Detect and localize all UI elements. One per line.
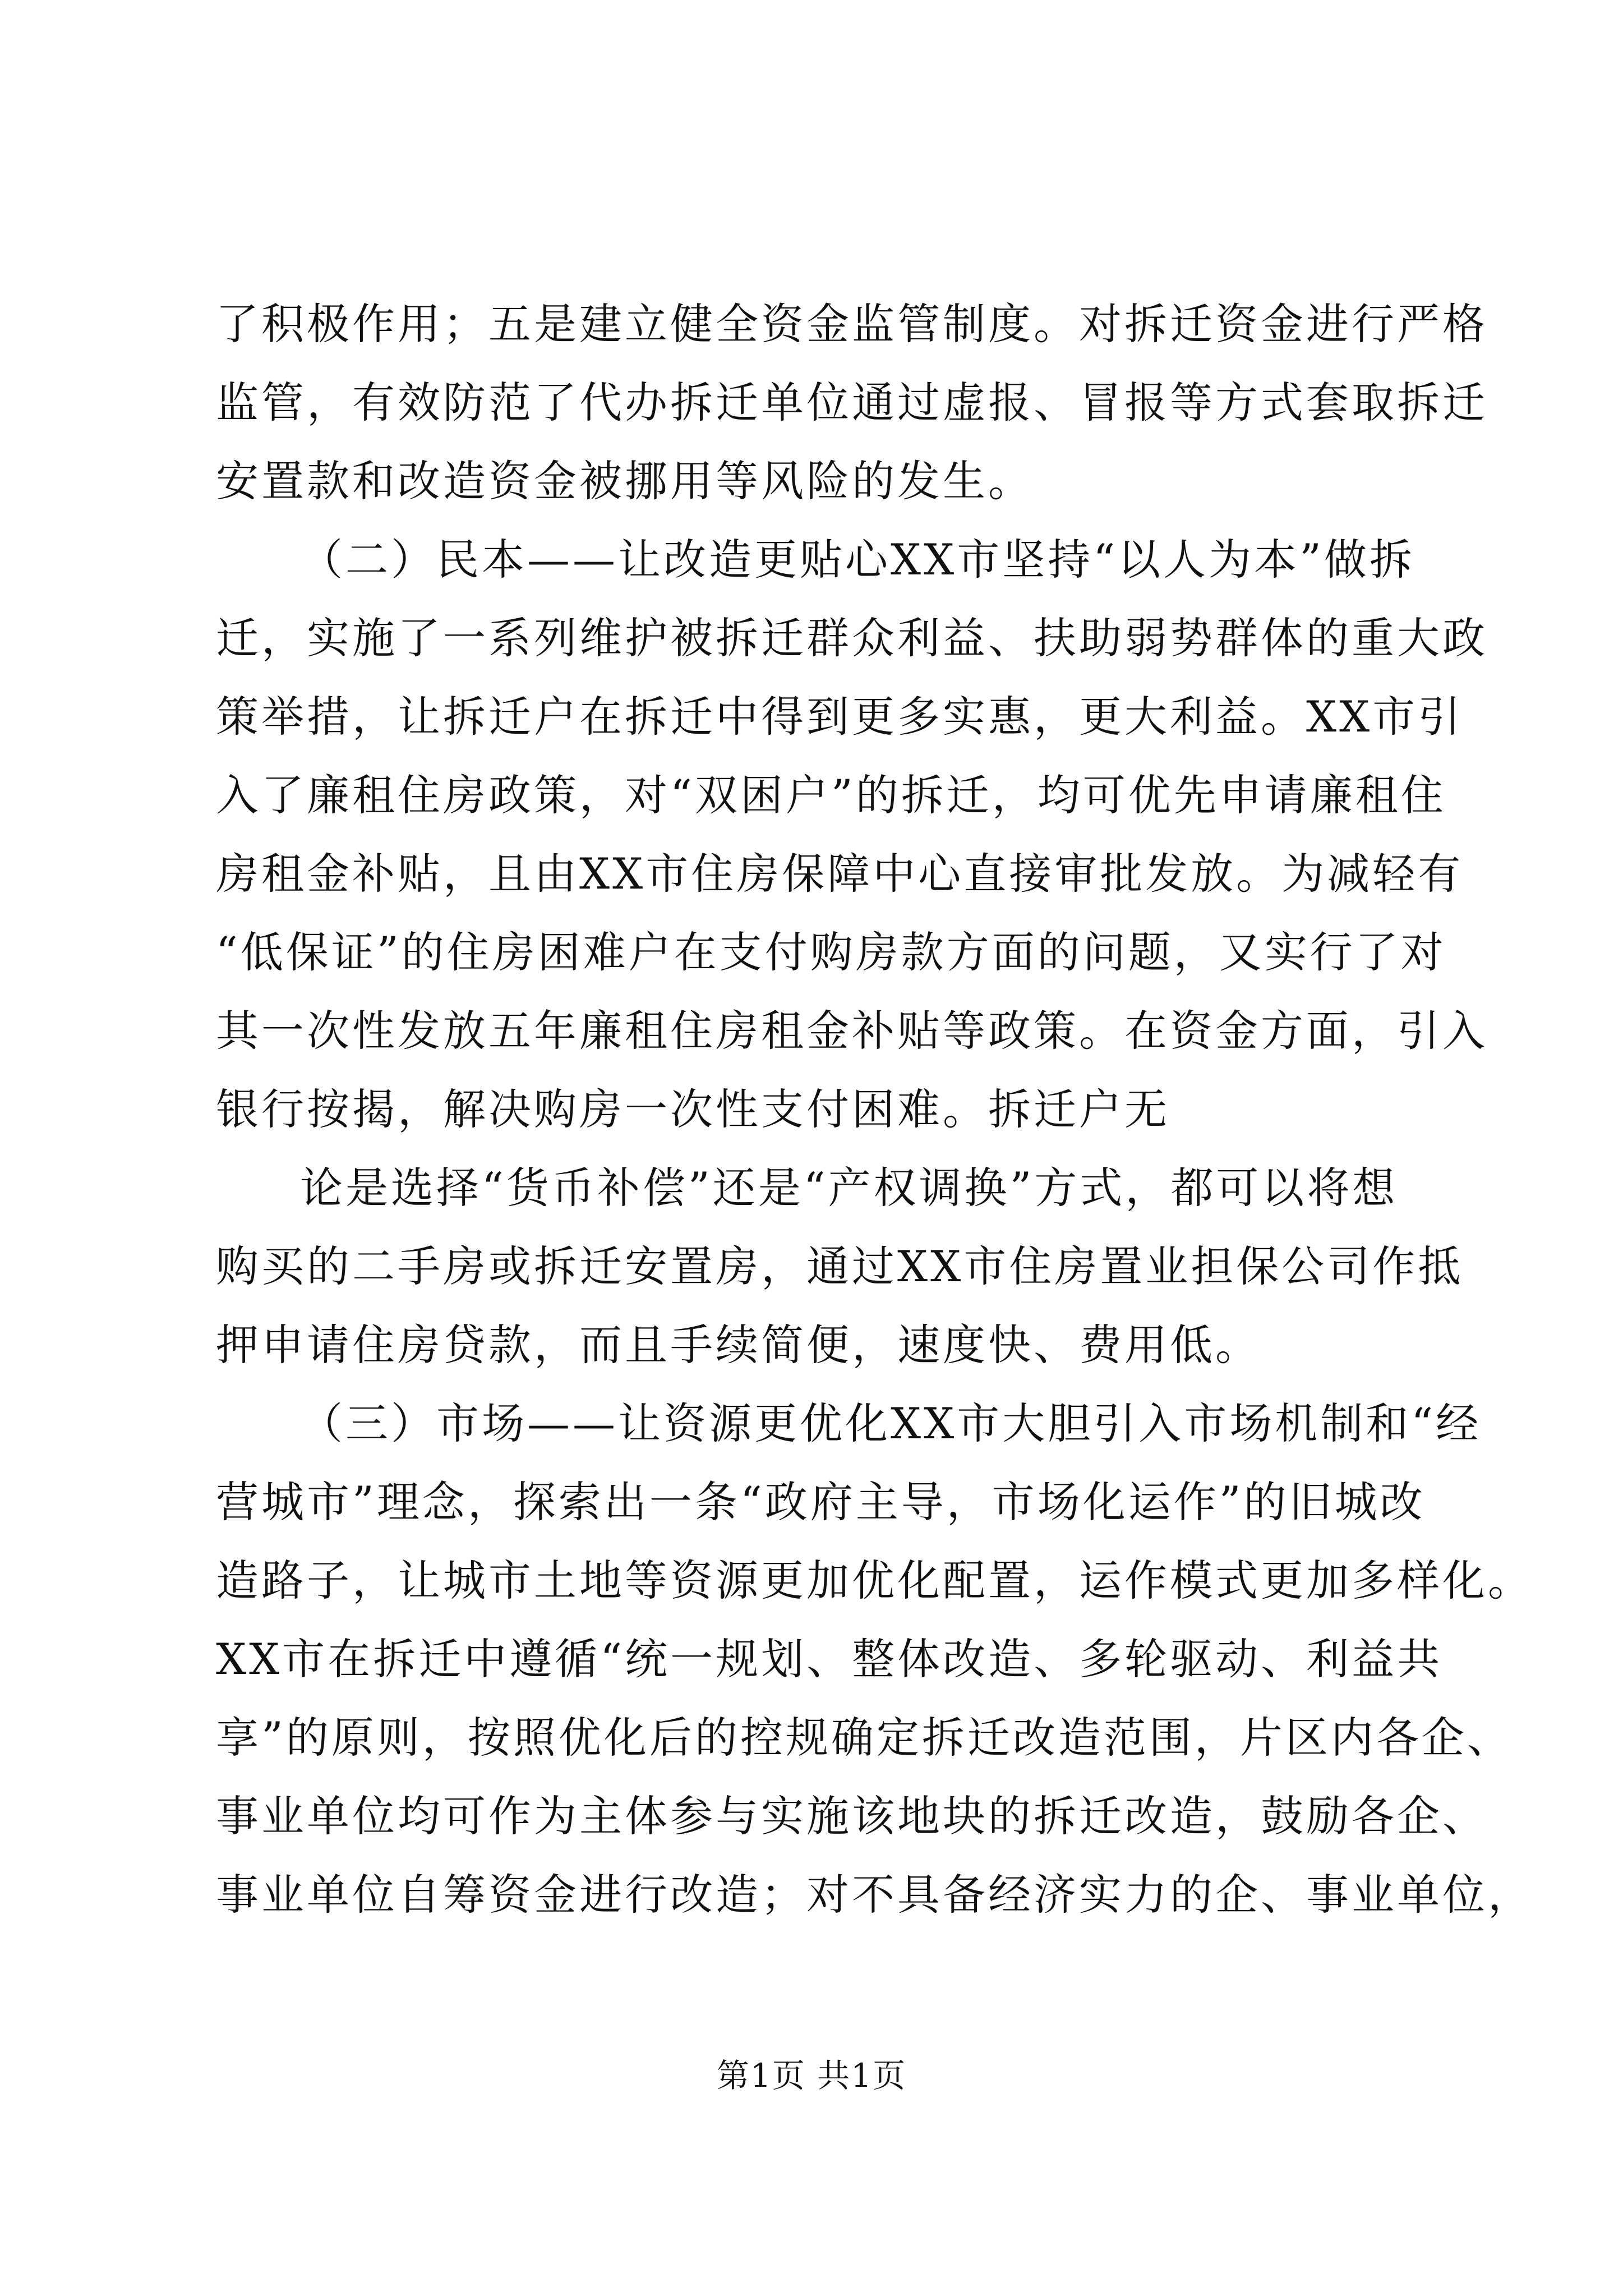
- text-line-4: （二）民本——让改造更贴心XX市坚持“以人为本”做拆: [300, 535, 1415, 585]
- text-line-14: 押申请住房贷款，而且手续简便，速度快、费用低。: [216, 1320, 1261, 1370]
- text-line-1: 了积极作用；五是建立健全资金监管制度。对拆迁资金进行严格: [216, 299, 1488, 349]
- text-line-21: 事业单位自筹资金进行改造；对不具备经济实力的企、事业单位，: [216, 1870, 1533, 1920]
- text-line-20: 事业单位均可作为主体参与实施该地块的拆迁改造，鼓励各企、: [216, 1791, 1488, 1841]
- text-line-15: （三）市场——让资源更优化XX市大胆引入市场机制和“经: [300, 1398, 1482, 1448]
- page-footer: 第1页 共1页: [716, 2056, 907, 2095]
- text-line-5: 迁，实施了一系列维护被拆迁群众利益、扶助弱势群体的重大政: [216, 613, 1488, 663]
- text-line-12: 论是选择“货币补偿”还是“产权调换”方式，都可以将想: [300, 1163, 1398, 1213]
- text-line-17: 造路子，让城市土地等资源更加优化配置，运作模式更加多样化。: [216, 1556, 1533, 1605]
- text-line-10: 其一次性发放五年廉租住房租金补贴等政策。在资金方面，引入: [216, 1006, 1488, 1056]
- text-line-8: 房租金补贴，且由XX市住房保障中心直接审批发放。为减轻有: [216, 849, 1464, 899]
- text-line-18: XX市在拆迁中遵循“统一规划、整体改造、多轮驱动、利益共: [216, 1634, 1443, 1684]
- text-line-19: 享”的原则，按照优化后的控规确定拆迁改造范围，片区内各企、: [216, 1713, 1513, 1763]
- text-line-11: 银行按揭，解决购房一次性支付困难。拆迁户无: [216, 1084, 1170, 1134]
- text-line-16: 营城市”理念，探索出一条“政府主导，市场化运作”的旧城改: [216, 1477, 1426, 1527]
- text-line-2: 监管，有效防范了代办拆迁单位通过虚报、冒报等方式套取拆迁: [216, 378, 1488, 427]
- text-line-7: 入了廉租住房政策，对“双困户”的拆迁，均可优先申请廉租住: [216, 770, 1446, 820]
- text-line-13: 购买的二手房或拆迁安置房，通过XX市住房置业担保公司作抵: [216, 1241, 1464, 1291]
- text-line-9: “低保证”的住房困难户在支付购房款方面的问题，又实行了对: [216, 927, 1446, 977]
- text-line-6: 策举措，让拆迁户在拆迁中得到更多实惠，更大利益。XX市引: [216, 692, 1464, 742]
- text-line-3: 安置款和改造资金被挪用等风险的发生。: [216, 456, 1034, 506]
